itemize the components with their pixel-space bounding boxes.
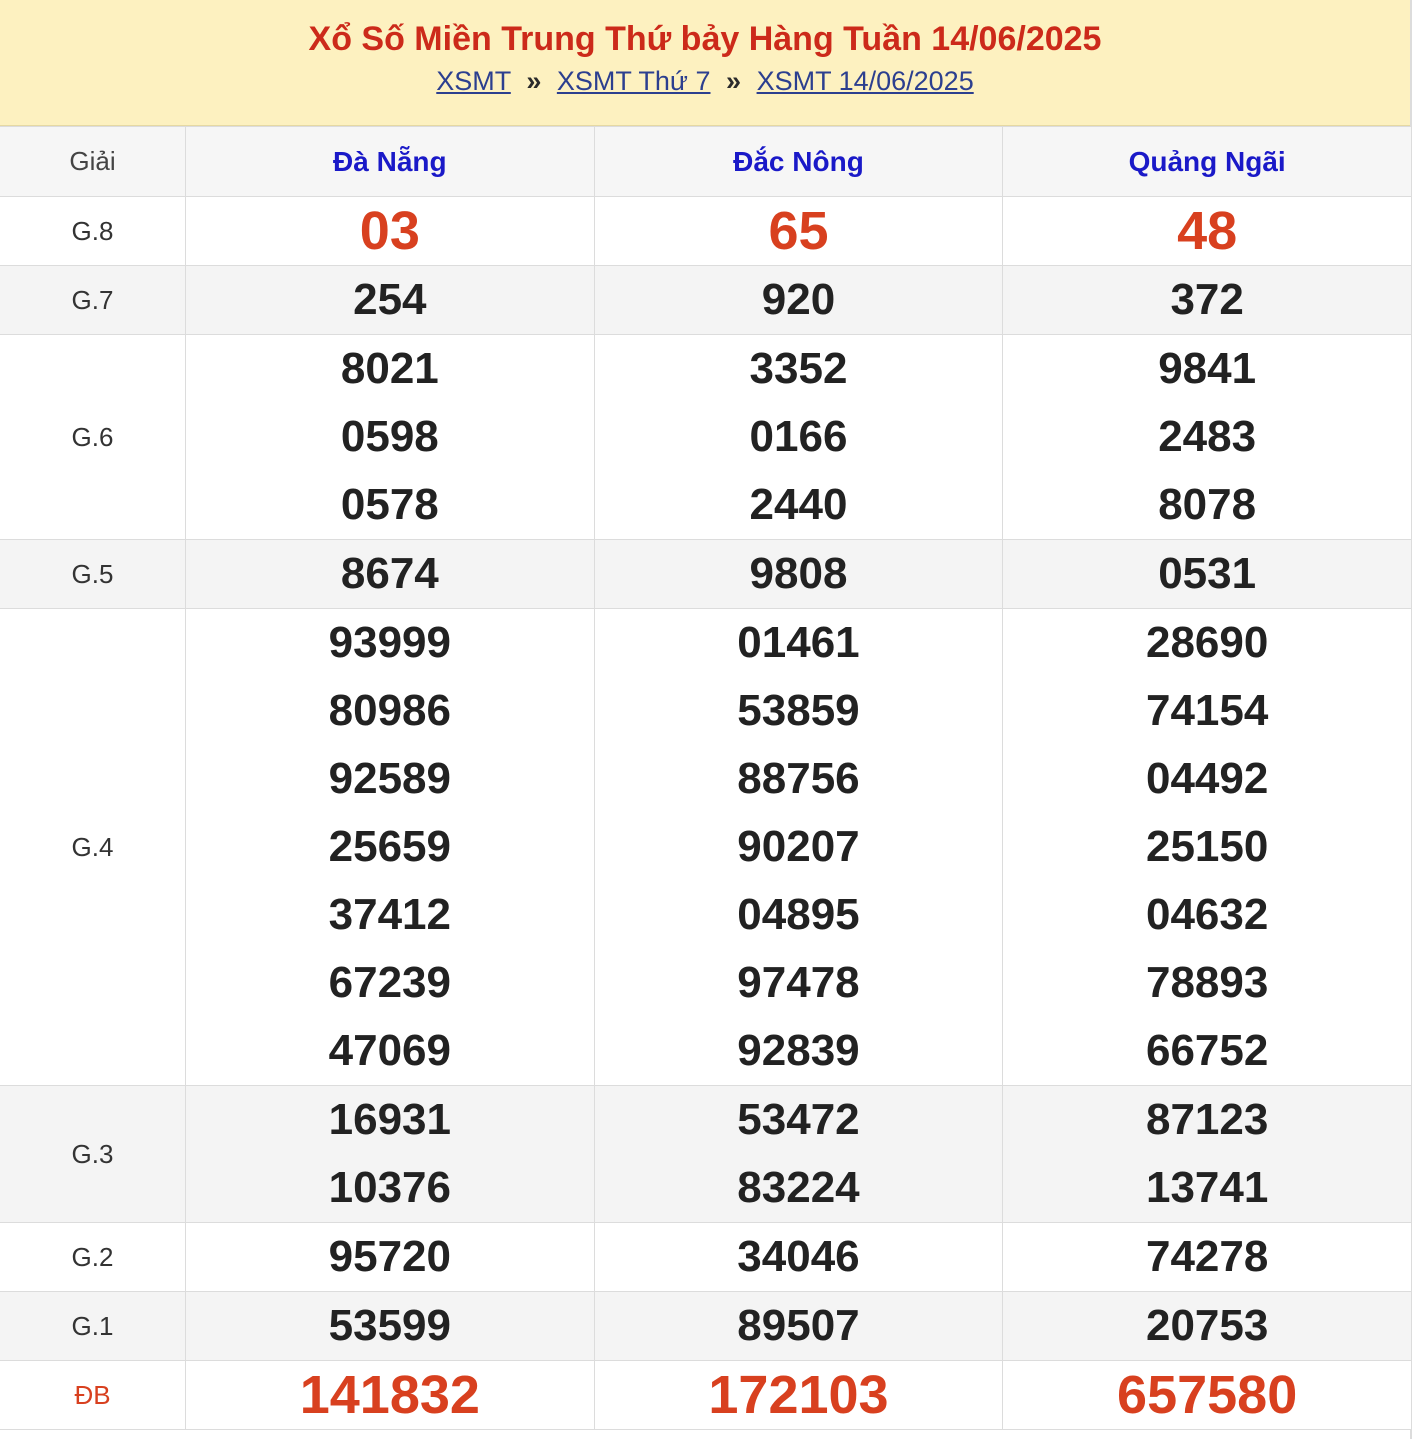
table-row [0, 1292, 1412, 1361]
result-cell [186, 197, 595, 266]
result-number: 88756 [737, 754, 860, 803]
result-cell [186, 540, 595, 609]
result-number: 37412 [328, 890, 451, 939]
result-number: 0578 [340, 480, 439, 529]
result-cell [594, 540, 1003, 609]
result-cell [186, 1292, 595, 1361]
table-row [0, 197, 1412, 266]
result-cell [186, 1361, 595, 1430]
result-number: 48 [1177, 201, 1238, 261]
result-number: 8078 [1158, 480, 1257, 529]
result-cell [594, 609, 1003, 1086]
result-number: 9841 [1158, 344, 1257, 393]
result-cell [594, 1086, 1003, 1223]
result-number: 25150 [1145, 822, 1269, 871]
result-number: 10376 [328, 1163, 451, 1212]
result-number: 92839 [737, 1026, 860, 1075]
result-cell [1003, 540, 1412, 609]
prize-label: ĐB [0, 1361, 186, 1430]
result-number: 87123 [1145, 1095, 1269, 1144]
result-number: 16931 [328, 1095, 451, 1144]
result-number: 03 [359, 201, 420, 261]
breadcrumb [0, 64, 1410, 98]
table-row [0, 540, 1412, 609]
province-header-da-nang[interactable]: Đà Nẵng [186, 127, 595, 197]
result-number: 2483 [1158, 412, 1257, 461]
breadcrumb-separator: » [726, 66, 742, 96]
result-number: 28690 [1145, 618, 1269, 667]
result-number: 97478 [737, 958, 860, 1007]
result-number: 74278 [1145, 1232, 1269, 1281]
result-cell [594, 266, 1003, 335]
result-cell [186, 1223, 595, 1292]
result-number: 9808 [749, 549, 848, 598]
result-number: 95720 [328, 1232, 451, 1281]
special-prize-number: 172103 [708, 1365, 889, 1425]
table-header-row [0, 127, 1412, 197]
result-number: 20753 [1145, 1301, 1269, 1350]
result-cell [186, 609, 595, 1086]
result-number: 8021 [340, 344, 439, 393]
result-number: 25659 [328, 822, 451, 871]
table-row [0, 266, 1412, 335]
result-cell [1003, 1292, 1412, 1361]
table-row [0, 1086, 1412, 1223]
results-header [0, 0, 1410, 126]
result-number: 372 [1170, 275, 1244, 324]
result-number: 0531 [1158, 549, 1257, 598]
result-number: 92589 [328, 754, 451, 803]
result-cell [594, 1292, 1003, 1361]
result-number: 78893 [1145, 958, 1269, 1007]
prize-label: G.5 [0, 540, 186, 609]
prize-label: G.2 [0, 1223, 186, 1292]
result-number: 66752 [1145, 1026, 1269, 1075]
result-cell [186, 1086, 595, 1223]
result-cell [594, 197, 1003, 266]
result-cell [1003, 1361, 1412, 1430]
result-cell [186, 335, 595, 540]
result-number: 01461 [737, 618, 860, 667]
result-number: 3352 [749, 344, 848, 393]
result-number: 0166 [749, 412, 848, 461]
result-number: 0598 [340, 412, 439, 461]
result-number: 13741 [1145, 1163, 1269, 1212]
prize-column-header: Giải [0, 127, 186, 197]
result-cell [1003, 335, 1412, 540]
result-number: 04895 [737, 890, 860, 939]
table-row [0, 1223, 1412, 1292]
prize-label: G.4 [0, 609, 186, 1086]
result-number: 67239 [328, 958, 451, 1007]
breadcrumb-separator: » [526, 66, 542, 96]
province-header-quang-ngai[interactable]: Quảng Ngãi [1003, 127, 1412, 197]
table-row [0, 335, 1412, 540]
prize-label: G.6 [0, 335, 186, 540]
results-table [0, 126, 1412, 1430]
result-cell [594, 1361, 1003, 1430]
breadcrumb-link-xsmt-date[interactable]: XSMT 14/06/2025 [756, 66, 974, 96]
result-cell [1003, 266, 1412, 335]
result-cell [1003, 1223, 1412, 1292]
prize-label: G.1 [0, 1292, 186, 1361]
breadcrumb-link-xsmt[interactable]: XSMT [436, 66, 511, 96]
result-number: 47069 [328, 1026, 451, 1075]
prize-label: G.7 [0, 266, 186, 335]
result-number: 53859 [737, 686, 860, 735]
prize-label: G.8 [0, 197, 186, 266]
result-number: 80986 [328, 686, 451, 735]
result-number: 04492 [1145, 754, 1269, 803]
result-number: 04632 [1145, 890, 1269, 939]
table-row [0, 1361, 1412, 1430]
prize-label: G.3 [0, 1086, 186, 1223]
result-number: 34046 [737, 1232, 860, 1281]
result-cell [1003, 609, 1412, 1086]
result-number: 93999 [328, 618, 451, 667]
result-number: 8674 [340, 549, 439, 598]
result-number: 90207 [737, 822, 860, 871]
result-number: 53472 [737, 1095, 860, 1144]
page-title: Xổ Số Miền Trung Thứ bảy Hàng Tuần 14/06/2025 [308, 20, 1102, 58]
province-header-dac-nong[interactable]: Đắc Nông [594, 127, 1003, 197]
result-cell [594, 335, 1003, 540]
result-number: 254 [353, 275, 427, 324]
result-number: 65 [768, 201, 829, 261]
result-number: 2440 [749, 480, 848, 529]
breadcrumb-link-xsmt-thu7[interactable]: XSMT Thứ 7 [556, 66, 711, 96]
result-cell [186, 266, 595, 335]
special-prize-number: 657580 [1117, 1365, 1298, 1425]
result-number: 83224 [737, 1163, 860, 1212]
result-cell [1003, 1086, 1412, 1223]
result-cell [594, 1223, 1003, 1292]
result-number: 74154 [1145, 686, 1269, 735]
result-number: 89507 [737, 1301, 860, 1350]
result-number: 920 [761, 275, 836, 324]
table-row [0, 609, 1412, 1086]
result-cell [1003, 197, 1412, 266]
special-prize-number: 141832 [299, 1365, 480, 1425]
result-number: 53599 [328, 1301, 451, 1350]
